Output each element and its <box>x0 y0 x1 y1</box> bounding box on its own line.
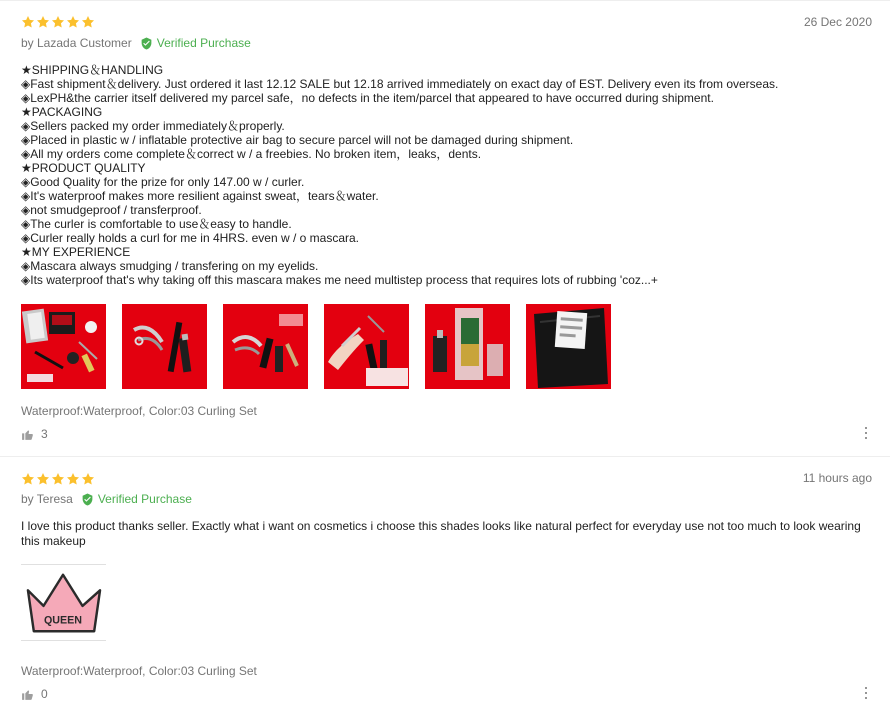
review-author-row <box>21 492 192 506</box>
star-icon <box>51 472 65 486</box>
star-icon <box>66 472 80 486</box>
star-icon <box>66 15 80 29</box>
review-line: ★PACKAGING <box>21 105 103 119</box>
more-options-icon[interactable] <box>864 427 868 439</box>
verified-badge <box>140 36 251 50</box>
star-icon <box>36 15 50 29</box>
star-icon <box>81 472 95 486</box>
review-line: ◈All my orders come complete＆correct w / a freebies. No broken item，leaks，dents. <box>21 147 482 161</box>
star-icon <box>51 15 65 29</box>
review-item-2 <box>0 457 890 716</box>
curler-mascara-photo <box>223 304 308 389</box>
star-icon <box>21 472 35 486</box>
review-line: ◈It's waterproof makes more resilient against sweat，tears＆water. <box>21 189 379 203</box>
thumbs-up-icon <box>21 428 34 441</box>
star-icon <box>21 15 35 29</box>
like-button[interactable] <box>21 427 48 441</box>
review-line: ◈Fast shipment＆delivery. Just ordered it last 12.12 SALE but 12.18 arrived immediately on exact day of EST. Delivery even its from overseas. <box>21 77 779 91</box>
review-photo-1[interactable] <box>21 564 106 641</box>
review-author-row <box>21 36 251 50</box>
queen-crown-sticker <box>21 565 106 640</box>
review-content <box>21 519 871 549</box>
review-line: ◈not smudgeproof / transferproof. <box>21 203 202 217</box>
review-date: 11 hours ago <box>802 471 872 485</box>
more-options-icon[interactable] <box>864 687 868 699</box>
review-photo-2[interactable] <box>122 304 207 389</box>
review-line: ◈The curler is comfortable to use＆easy to handle. <box>21 217 292 231</box>
review-line: ◈Mascara always smudging / transfering on my eyelids. <box>21 259 319 273</box>
review-content <box>21 63 871 287</box>
sku-info: Waterproof:Waterproof, Color:03 Curling Set <box>21 664 257 678</box>
review-line: ◈Good Quality for the prize for only 147.00 w / curler. <box>21 175 305 189</box>
review-photo-gallery <box>21 304 611 389</box>
review-line: ◈Placed in plastic w / inflatable protective air bag to secure parcel will not be damaged during shipment. <box>21 133 574 147</box>
review-photo-5[interactable] <box>425 304 510 389</box>
review-line: ◈Curler really holds a curl for me in 4HRS. even w / o mascara. <box>21 231 360 245</box>
star-icon <box>36 472 50 486</box>
product-kit-photo <box>21 304 106 389</box>
verified-badge <box>81 492 192 506</box>
sku-info: Waterproof:Waterproof, Color:03 Curling Set <box>21 404 257 418</box>
review-author: by Lazada Customer <box>21 36 132 50</box>
like-count: 0 <box>41 687 48 701</box>
verified-label: Verified Purchase <box>156 36 251 50</box>
review-line: ◈Sellers packed my order immediately＆properly. <box>21 119 285 133</box>
curler-mascara-photo <box>122 304 207 389</box>
review-text: I love this product thanks seller. Exactly what i want on cosmetics i choose this shades looks like natural perfect for everyday use not too much to look wearing this makeup <box>21 519 861 548</box>
verified-shield-icon <box>81 493 94 506</box>
hand-holding-curler-photo <box>324 304 409 389</box>
black-parcel-photo <box>526 304 611 389</box>
like-count: 3 <box>41 427 48 441</box>
review-line: ★MY EXPERIENCE <box>21 245 131 259</box>
verified-shield-icon <box>140 37 153 50</box>
star-rating <box>21 472 95 486</box>
review-line: ★PRODUCT QUALITY <box>21 161 146 175</box>
verified-label: Verified Purchase <box>97 492 192 506</box>
like-button[interactable] <box>21 687 48 701</box>
review-date: 26 Dec 2020 <box>803 15 872 29</box>
star-icon <box>81 15 95 29</box>
review-photo-6[interactable] <box>526 304 611 389</box>
review-photo-3[interactable] <box>223 304 308 389</box>
packaging-airbag-photo <box>425 304 510 389</box>
review-photo-4[interactable] <box>324 304 409 389</box>
review-line: ◈Its waterproof that's why taking off this mascara makes me need multistep process that requires lots of rubbing 'coz...+ <box>21 273 658 287</box>
thumbs-up-icon <box>21 688 34 701</box>
sticker-text: QUEEN <box>43 614 83 627</box>
review-photo-1[interactable] <box>21 304 106 389</box>
review-line: ◈LexPH&the carrier itself delivered my parcel safe，no defects in the item/parcel that appeared to have occurred during shipment. <box>21 91 714 105</box>
review-line: ★SHIPPING＆HANDLING <box>21 63 164 77</box>
star-rating <box>21 15 95 29</box>
review-author: by Teresa <box>21 492 73 506</box>
